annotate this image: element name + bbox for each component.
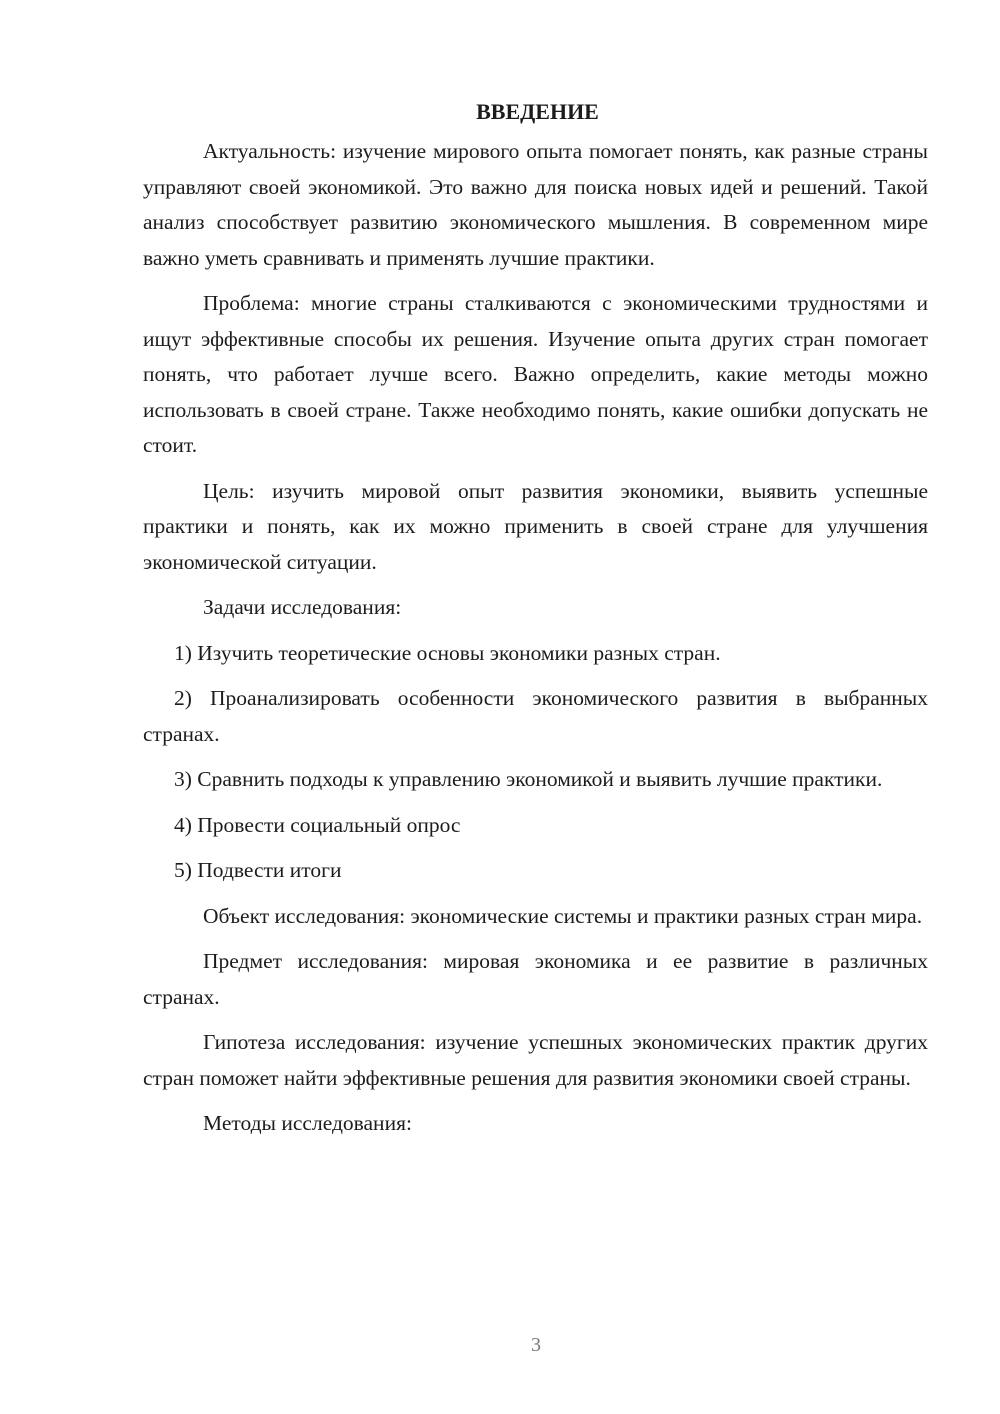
subject-paragraph: Предмет исследования: мировая экономика и ее развитие в различных странах. bbox=[143, 949, 928, 1009]
relevance-paragraph: Актуальность: изучение мирового опыта помогает понять, как разные страны управляют своей экономикой. Это важно для поиска новых идей и решений. Такой анализ способствует развитию экономического мышления. В современном мире важно уметь сравнивать и применять лучшие практики. bbox=[143, 139, 928, 270]
task-item-5: 5) Подвести итоги bbox=[174, 858, 342, 882]
task-item-3: 3) Сравнить подходы к управлению экономикой и выявить лучшие практики. bbox=[174, 767, 883, 791]
tasks-heading: Задачи исследования: bbox=[203, 595, 402, 619]
object-paragraph: Объект исследования: экономические системы и практики разных стран мира. bbox=[203, 903, 923, 928]
page-number: 3 bbox=[531, 1334, 541, 1356]
page-content bbox=[143, 94, 928, 1152]
task-item-2: 2) Проанализировать особенности экономического развития в выбранных странах. bbox=[143, 686, 928, 746]
methods-heading: Методы исследования: bbox=[203, 1111, 412, 1135]
hypothesis-paragraph: Гипотеза исследования: изучение успешных экономических практик других стран поможет найти эффективные решения для развития экономики своей страны. bbox=[143, 1030, 928, 1090]
section-title: ВВЕДЕНИЕ bbox=[476, 99, 599, 124]
task-item-1: 1) Изучить теоретические основы экономики разных стран. bbox=[174, 640, 721, 665]
task-item-4: 4) Провести социальный опрос bbox=[174, 812, 461, 837]
goal-paragraph: Цель: изучить мировой опыт развития экономики, выявить успешные практики и понять, как их можно применить в своей стране для улучшения экономической ситуации. bbox=[143, 478, 928, 574]
problem-paragraph: Проблема: многие страны сталкиваются с экономическими трудностями и ищут эффективные способы их решения. Изучение опыта других стран помогает понять, что работает лучше всего. Важно определить, какие методы можно использовать в своей стране. Также необходимо понять, какие ошибки допускать не стоит. bbox=[143, 291, 928, 457]
